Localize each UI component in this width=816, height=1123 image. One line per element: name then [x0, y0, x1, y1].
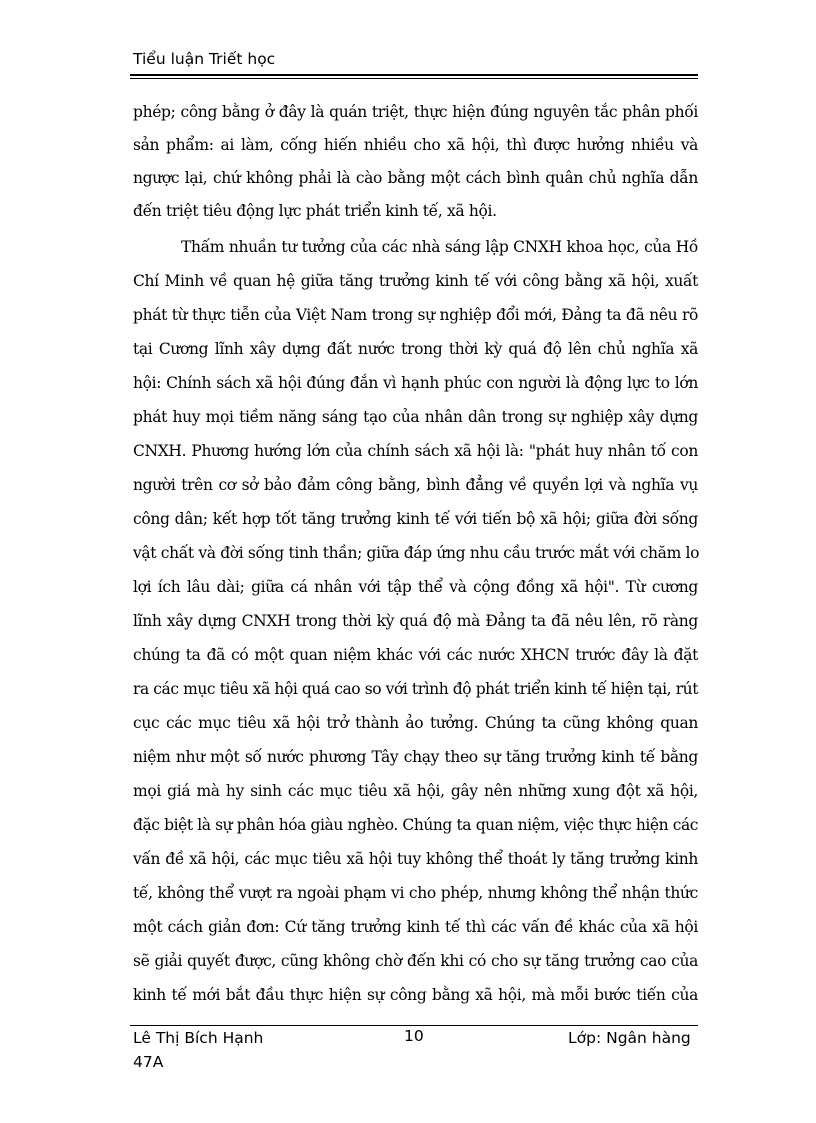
body-line: Chí Minh về quan hệ giữa tăng trưởng kinh tế với công bằng xã hội, xuất: [133, 272, 698, 290]
body-line: ra các mục tiêu xã hội quá cao so với trình độ phát triển kinh tế hiện tại, rút: [133, 680, 698, 698]
body-line: tế, không thể vượt ra ngoài phạm vi cho phép, nhưng không thể nhận thức: [133, 884, 698, 902]
body-line: phát huy mọi tiềm năng sáng tạo của nhân dân trong sự nghiệp xây dựng: [133, 408, 698, 426]
page-number: 10: [404, 1027, 424, 1045]
body-line: lợi ích lâu dài; giữa cá nhân với tập thể và cộng đồng xã hội". Từ cương: [133, 578, 698, 596]
body-line: lĩnh xây dựng CNXH trong thời kỳ quá độ mà Đảng ta đã nêu lên, rõ ràng: [133, 612, 698, 630]
body-line: tại Cương lĩnh xây dựng đất nước trong thời kỳ quá độ lên chủ nghĩa xã: [133, 340, 698, 358]
body-line: CNXH. Phương hướng lớn của chính sách xã hội là: "phát huy nhân tố con: [133, 442, 698, 460]
body-line: đến triệt tiêu động lực phát triển kinh tế, xã hội.: [133, 202, 497, 220]
header-rule-thin: [130, 78, 698, 79]
body-line: cục các mục tiêu xã hội trở thành ảo tưởng. Chúng ta cũng không quan: [133, 714, 698, 732]
body-line: phép; công bằng ở đây là quán triệt, thực hiện đúng nguyên tắc phân phối: [133, 103, 698, 121]
body-line: hội: Chính sách xã hội đúng đắn vì hạnh phúc con người là động lực to lớn: [133, 374, 698, 392]
class-label: Lớp: Ngân hàng: [568, 1029, 691, 1047]
body-line: ngược lại, chứ không phải là cào bằng một cách bình quân chủ nghĩa dẫn: [133, 169, 698, 187]
header-title: Tiểu luận Triết học: [133, 50, 276, 68]
body-line: đặc biệt là sự phân hóa giàu nghèo. Chúng ta quan niệm, việc thực hiện các: [133, 816, 698, 834]
body-line: sản phẩm: ai làm, cống hiến nhiều cho xã hội, thì được hưởng nhiều và: [133, 136, 698, 154]
body-line: phát từ thực tiễn của Việt Nam trong sự nghiệp đổi mới, Đảng ta đã nêu rõ: [133, 306, 698, 324]
body-line: người trên cơ sở bảo đảm công bằng, bình đẳng về quyền lợi và nghĩa vụ: [133, 476, 698, 494]
author-class-code: 47A: [133, 1053, 164, 1071]
header-rule: [130, 74, 698, 76]
footer-rule: [130, 1025, 698, 1026]
body-line: kinh tế mới bắt đầu thực hiện sự công bằng xã hội, mà mỗi bước tiến của: [133, 986, 698, 1004]
paragraph-start-line: Thấm nhuần tư tưởng của các nhà sáng lập CNXH khoa học, của Hồ: [181, 238, 698, 256]
body-line: vấn đề xã hội, các mục tiêu xã hội tuy không thể thoát ly tăng trưởng kinh: [133, 850, 698, 868]
body-line: sẽ giải quyết được, cũng không chờ đến khi có cho sự tăng trưởng cao của: [133, 952, 698, 970]
author-name: Lê Thị Bích Hạnh: [133, 1029, 264, 1047]
body-line: công dân; kết hợp tốt tăng trưởng kinh tế với tiến bộ xã hội; giữa đời sống: [133, 510, 698, 528]
body-line: chúng ta đã có một quan niệm khác với các nước XHCN trước đây là đặt: [133, 646, 698, 664]
body-line: vật chất và đời sống tinh thần; giữa đáp ứng nhu cầu trước mắt với chăm lo: [133, 544, 700, 562]
body-line: niệm như một số nước phương Tây chạy theo sự tăng trưởng kinh tế bằng: [133, 748, 698, 766]
body-line: mọi giá mà hy sinh các mục tiêu xã hội, gây nên những xung đột xã hội,: [133, 782, 698, 800]
body-line: một cách giản đơn: Cứ tăng trưởng kinh tế thì các vấn đề khác của xã hội: [133, 918, 698, 936]
